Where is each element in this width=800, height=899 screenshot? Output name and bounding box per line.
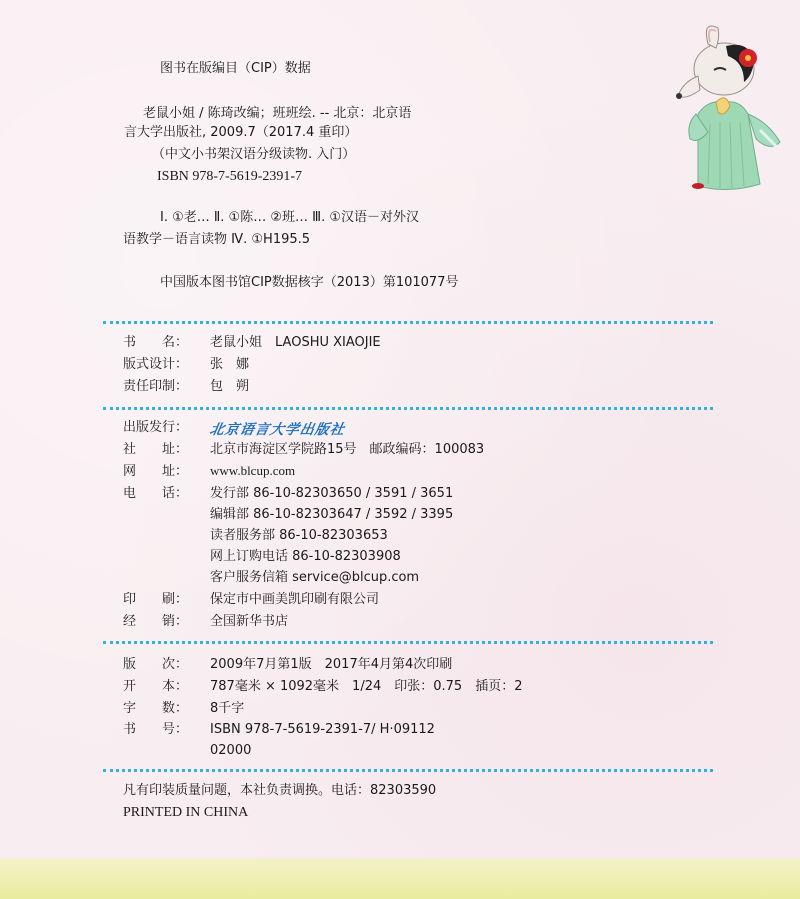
publisher-label: 出版发行： (123, 420, 189, 435)
layout-design-label: 版式设计： (123, 357, 189, 372)
cip-line-1: 老鼠小姐 / 陈琦改编；班班绘. -- 北京：北京语 (143, 106, 412, 121)
address-label: 社 址： (123, 442, 189, 457)
distributor-label: 经 销： (123, 614, 189, 629)
print-supervisor-label: 责任印制： (123, 379, 189, 394)
layout-design-value: 张 娜 (210, 357, 250, 372)
address-value: 北京市海淀区学院路15号 邮政编码：100083 (210, 442, 485, 457)
book-title-label: 书 名： (123, 335, 189, 350)
book-number-label: 书 号： (123, 722, 189, 737)
cip-classification-2: 语教学－语言读物 Ⅳ. ①H195.5 (123, 232, 311, 247)
phone-online-order: 网上订购电话 86-10-82303908 (210, 549, 401, 564)
price-code-value: 02000 (210, 743, 252, 758)
website-label: 网 址： (123, 464, 189, 479)
word-count-value: 8千字 (210, 701, 245, 716)
customer-service-email: 客户服务信箱 service@blcup.com (210, 570, 420, 585)
distributor-value: 全国新华书店 (210, 614, 289, 629)
phone-sales: 发行部 86-10-82303650 / 3591 / 3651 (210, 486, 454, 501)
edition-value: 2009年7月第1版 2017年4月第4次印刷 (210, 657, 453, 672)
edition-label: 版 次： (123, 657, 189, 672)
word-count-label: 字 数： (123, 701, 189, 716)
book-number-value: ISBN 978-7-5619-2391-7/ H·09112 (210, 722, 435, 737)
cip-series: （中文小书架汉语分级读物. 入门） (152, 147, 356, 162)
cip-line-2: 言大学出版社, 2009.7（2017.4 重印） (124, 125, 358, 140)
cip-isbn: ISBN 978-7-5619-2391-7 (157, 169, 303, 184)
mouse-girl-illustration (668, 14, 790, 196)
phone-reader-service: 读者服务部 86-10-82303653 (210, 528, 388, 543)
dotted-divider-2 (103, 407, 713, 410)
cip-classification-1: Ⅰ. ①老… Ⅱ. ①陈… ②班… Ⅲ. ①汉语－对外汉 (160, 210, 420, 225)
cip-heading: 图书在版编目（CIP）数据 (160, 61, 311, 76)
dotted-divider-4 (103, 769, 713, 772)
print-supervisor-value: 包 朔 (210, 379, 250, 394)
cip-approval-number: 中国版本图书馆CIP数据核字（2013）第101077号 (160, 275, 459, 290)
book-title-value: 老鼠小姐 LAOSHU XIAOJIE (210, 335, 381, 350)
printer-value: 保定市中画美凯印刷有限公司 (210, 592, 380, 607)
printed-in-china: PRINTED IN CHINA (123, 805, 249, 820)
publisher-logo: 北京语言大学出版社 (208, 422, 347, 438)
dotted-divider-3 (103, 641, 713, 644)
format-label: 开 本： (123, 679, 189, 694)
format-value: 787毫米 × 1092毫米 1/24 印张：0.75 插页：2 (210, 679, 523, 694)
phone-editorial: 编辑部 86-10-82303647 / 3592 / 3395 (210, 507, 454, 522)
bottom-color-band (0, 858, 800, 899)
website-value[interactable]: www.blcup.com (210, 463, 296, 478)
dotted-divider-1 (103, 321, 713, 324)
printer-label: 印 刷： (123, 592, 189, 607)
quality-notice: 凡有印装质量问题，本社负责调换。电话：82303590 (123, 783, 437, 798)
phone-label: 电 话： (123, 486, 189, 501)
